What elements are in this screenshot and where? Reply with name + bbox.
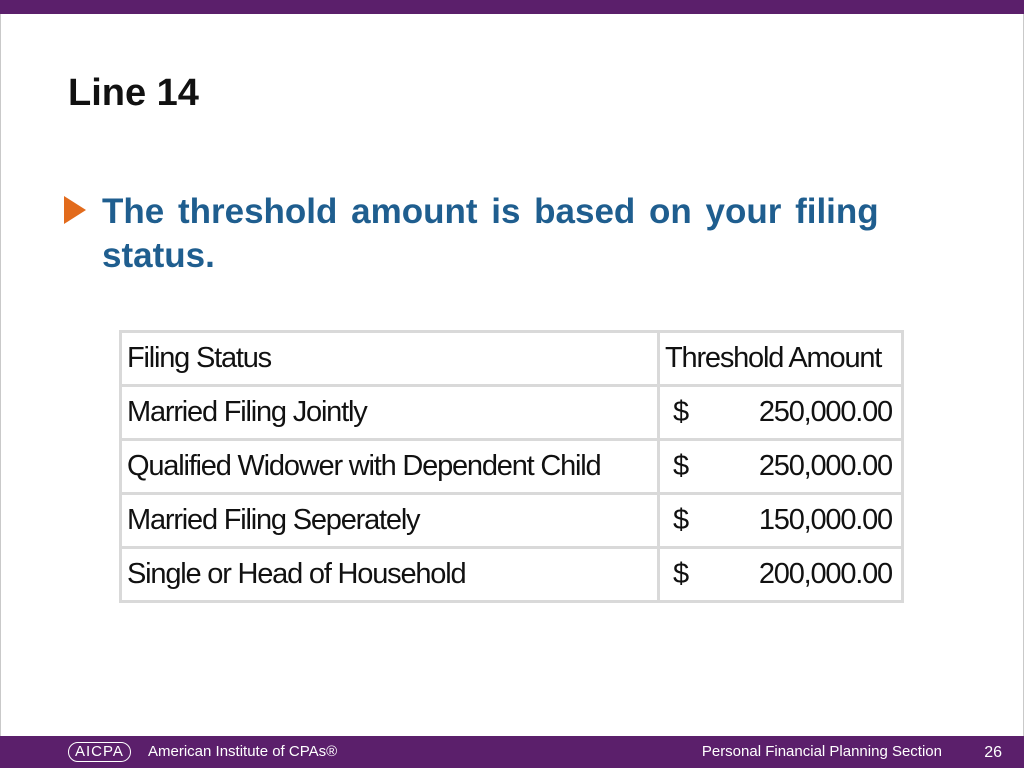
footer-bar [0,736,1024,768]
cell-amount [659,386,903,440]
cell-status: Qualified Widower with Dependent Child [121,440,659,494]
table-row [121,548,903,602]
footer-organization: American Institute of CPAs® [148,743,338,760]
amount-value: 200,000.00 [758,558,892,590]
left-border [0,14,1,736]
currency-symbol: $ [673,396,688,428]
slide-title: Line 14 [68,72,199,114]
threshold-table [119,330,904,603]
cell-status: Single or Head of Household [121,548,659,602]
triangle-bullet-icon [64,196,86,224]
table-row [121,386,903,440]
amount-value: 150,000.00 [758,504,892,536]
header-filing-status: Filing Status [121,332,659,386]
table-row [121,494,903,548]
aicpa-logo: AICPA [68,742,131,762]
currency-symbol: $ [673,450,688,482]
cell-amount [659,440,903,494]
bullet-item [64,190,944,278]
amount-value: 250,000.00 [758,450,892,482]
table-header-row [121,332,903,386]
bullet-text: The threshold amount is based on your filing status. [102,192,879,275]
cell-status: Married Filing Jointly [121,386,659,440]
table-row [121,440,903,494]
page-number: 26 [984,744,1002,761]
footer-section-name: Personal Financial Planning Section [701,743,942,760]
header-threshold-amount: Threshold Amount [659,332,903,386]
amount-value: 250,000.00 [758,396,892,428]
cell-status: Married Filing Seperately [121,494,659,548]
top-bar [0,0,1024,14]
cell-amount [659,548,903,602]
currency-symbol: $ [673,504,688,536]
cell-amount [659,494,903,548]
currency-symbol: $ [673,558,688,590]
